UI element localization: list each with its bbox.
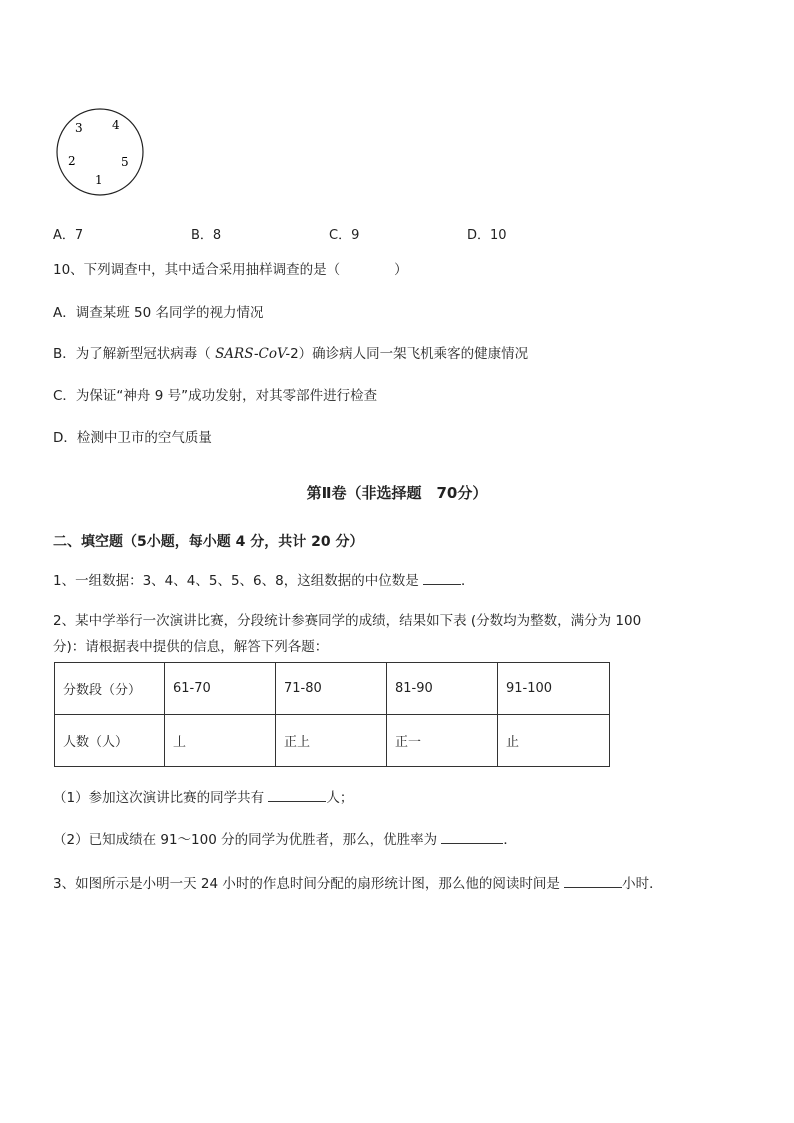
sub1-post: 人； bbox=[326, 790, 354, 806]
part2-heading: 二、填空题（5小题，每小题 4 分，共计 20 分） bbox=[53, 534, 364, 550]
q10-option-b-post: 2）确诊病人同一架飞机乘客的健康情况 bbox=[290, 346, 529, 362]
q10-option-d: D．检测中卫市的空气质量 bbox=[53, 430, 212, 446]
fill-question-3 bbox=[53, 876, 663, 892]
sub2-post: ． bbox=[503, 832, 517, 848]
q9-option-b: B．8 bbox=[191, 228, 222, 243]
fill-question-2-sub2 bbox=[53, 832, 517, 848]
circle-svg bbox=[56, 104, 144, 192]
q10-option-b bbox=[53, 348, 528, 362]
score-table bbox=[54, 662, 610, 767]
q10-option-c: C．为保证“神舟 9 号”成功发射，对其零部件进行检查 bbox=[53, 388, 378, 404]
table-cell: 丄 bbox=[165, 715, 276, 767]
q10-option-a: A．调查某班 50 名同学的视力情况 bbox=[53, 305, 264, 321]
q10-option-b-pre: B．为了解新型冠状病毒（ bbox=[53, 346, 216, 362]
fill-question-3-pre: 3、如图所示是小明一天 24 小时的作息时间分配的扇形统计图，那么他的阅读时间是 bbox=[53, 876, 565, 892]
section-heading: 第Ⅱ卷（非选择题 70分） bbox=[306, 484, 488, 502]
table-cell: 止 bbox=[498, 715, 610, 767]
answer-blank[interactable] bbox=[441, 832, 503, 844]
fill-question-3-post: 小时． bbox=[622, 876, 663, 892]
table-row-counts bbox=[55, 715, 610, 767]
fill-question-1 bbox=[53, 573, 475, 589]
q9-option-d: D．10 bbox=[467, 228, 507, 243]
circle-number-5: 5 bbox=[121, 155, 129, 169]
table-cell: 分数段（分） bbox=[55, 663, 165, 715]
table-cell: 61-70 bbox=[165, 663, 276, 715]
fill-question-2-sub1 bbox=[53, 790, 353, 806]
fill-question-1-text: 1、一组数据：3、4、4、5、5、6、8，这组数据的中位数是 bbox=[53, 573, 424, 589]
q9-option-a: A．7 bbox=[53, 228, 84, 243]
table-cell: 人数（人） bbox=[55, 715, 165, 767]
circle-number-1: 1 bbox=[95, 173, 103, 187]
circle-number-3: 3 bbox=[75, 121, 83, 135]
q10-option-b-italic: SARS-CoV- bbox=[215, 346, 291, 362]
circle-number-2: 2 bbox=[68, 154, 76, 168]
table-cell: 正上 bbox=[276, 715, 387, 767]
answer-blank[interactable] bbox=[423, 573, 461, 585]
circle-figure bbox=[56, 104, 144, 192]
circle-number-4: 4 bbox=[112, 118, 120, 132]
table-row-header bbox=[55, 663, 610, 715]
table-cell: 91-100 bbox=[498, 663, 610, 715]
answer-blank[interactable] bbox=[564, 876, 622, 888]
table-cell: 81-90 bbox=[387, 663, 498, 715]
q9-option-c: C．9 bbox=[329, 228, 360, 243]
sub2-pre: （2）已知成绩在 91～100 分的同学为优胜者，那么，优胜率为 bbox=[53, 832, 442, 848]
fill-question-2-line2: 分)：请根据表中提供的信息，解答下列各题： bbox=[53, 639, 329, 655]
fill-question-2-line1: 2、某中学举行一次演讲比赛，分段统计参赛同学的成绩，结果如下表 (分数均为整数，满分为 100 bbox=[53, 613, 642, 629]
answer-blank[interactable] bbox=[268, 790, 326, 802]
fill-question-1-end: ． bbox=[461, 573, 475, 589]
table-cell: 71-80 bbox=[276, 663, 387, 715]
sub1-pre: （1）参加这次演讲比赛的同学共有 bbox=[53, 790, 269, 806]
q10-stem: 10、下列调查中，其中适合采用抽样调查的是（ ） bbox=[53, 262, 408, 278]
table-cell: 正一 bbox=[387, 715, 498, 767]
